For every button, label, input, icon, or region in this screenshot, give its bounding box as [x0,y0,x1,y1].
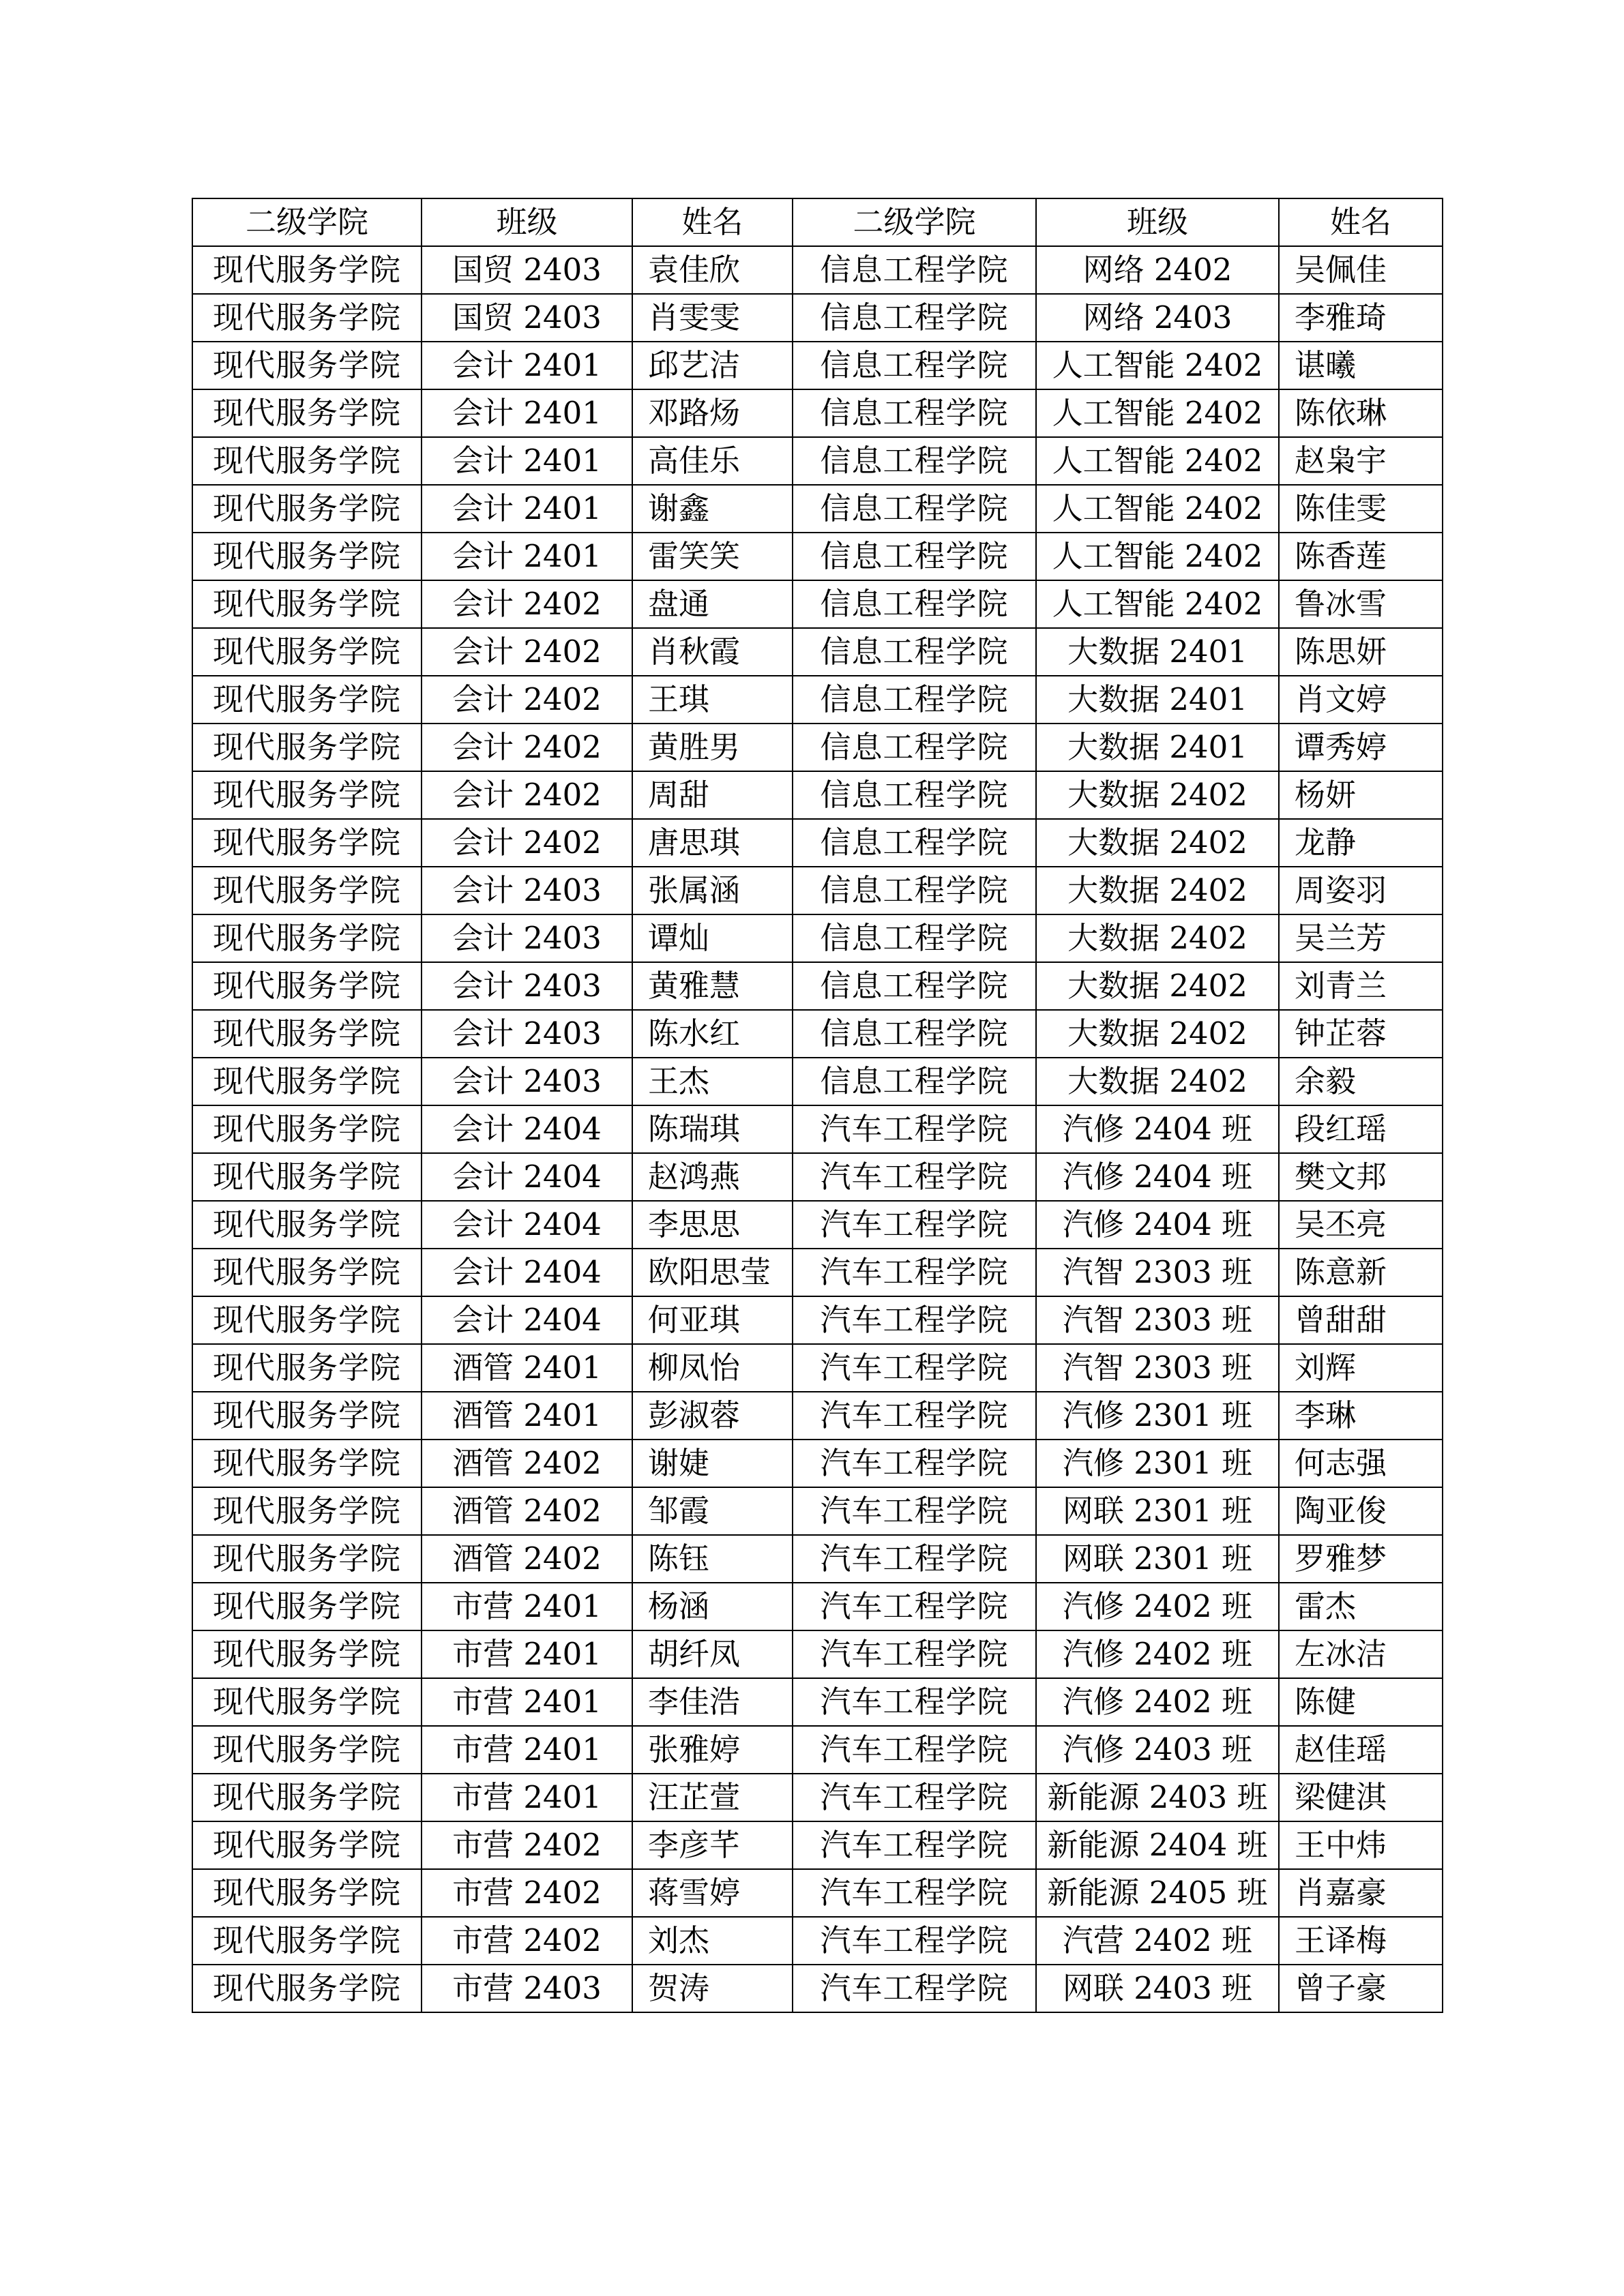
class-cell: 网联 2301 班 [1036,1487,1279,1535]
name-cell: 贺涛 [632,1965,793,2012]
college-cell: 现代服务学院 [192,1917,422,1965]
class-cell: 市营 2401 [422,1583,632,1630]
table-row [192,628,1443,676]
class-cell: 会计 2401 [422,389,632,437]
college-cell: 信息工程学院 [793,580,1036,628]
name-cell: 李雅琦 [1279,294,1443,342]
college-cell: 现代服务学院 [192,1774,422,1821]
college-cell: 现代服务学院 [192,676,422,724]
name-cell: 王杰 [632,1058,793,1105]
college-cell: 现代服务学院 [192,819,422,867]
name-cell: 罗雅梦 [1279,1535,1443,1583]
class-cell: 汽修 2403 班 [1036,1726,1279,1774]
college-cell: 信息工程学院 [793,676,1036,724]
table-row [192,1344,1443,1392]
class-cell: 大数据 2402 [1036,819,1279,867]
college-cell: 信息工程学院 [793,628,1036,676]
class-cell: 汽修 2301 班 [1036,1440,1279,1487]
college-cell: 现代服务学院 [192,437,422,485]
name-cell: 段红瑶 [1279,1105,1443,1153]
college-cell: 汽车工程学院 [793,1774,1036,1821]
college-cell: 信息工程学院 [793,389,1036,437]
college-cell: 汽车工程学院 [793,1487,1036,1535]
class-cell: 酒管 2402 [422,1535,632,1583]
name-cell: 陶亚俊 [1279,1487,1443,1535]
college-cell: 汽车工程学院 [793,1440,1036,1487]
class-cell: 市营 2403 [422,1965,632,2012]
name-cell: 何亚琪 [632,1296,793,1344]
class-cell: 大数据 2402 [1036,1058,1279,1105]
class-cell: 酒管 2402 [422,1440,632,1487]
name-cell: 李佳浩 [632,1678,793,1726]
class-cell: 会计 2403 [422,867,632,914]
table-body [192,246,1443,2012]
class-cell: 会计 2401 [422,485,632,533]
college-cell: 现代服务学院 [192,1821,422,1869]
college-cell: 现代服务学院 [192,1105,422,1153]
college-cell: 汽车工程学院 [793,1535,1036,1583]
college-cell: 现代服务学院 [192,1965,422,2012]
college-cell: 现代服务学院 [192,1296,422,1344]
table-row [192,724,1443,771]
class-cell: 大数据 2401 [1036,628,1279,676]
college-cell: 信息工程学院 [793,962,1036,1010]
class-cell: 会计 2402 [422,771,632,819]
class-cell: 市营 2401 [422,1678,632,1726]
class-cell: 大数据 2402 [1036,867,1279,914]
college-cell: 汽车工程学院 [793,1249,1036,1296]
college-cell: 现代服务学院 [192,1344,422,1392]
name-cell: 陈瑞琪 [632,1105,793,1153]
class-cell: 会计 2404 [422,1249,632,1296]
class-cell: 汽修 2402 班 [1036,1678,1279,1726]
table-row [192,533,1443,580]
class-cell: 大数据 2402 [1036,914,1279,962]
table-row [192,867,1443,914]
class-cell: 人工智能 2402 [1036,437,1279,485]
name-cell: 陈钰 [632,1535,793,1583]
table-row [192,1630,1443,1678]
class-cell: 会计 2403 [422,1058,632,1105]
class-cell: 市营 2401 [422,1726,632,1774]
class-cell: 人工智能 2402 [1036,580,1279,628]
name-cell: 肖秋霞 [632,628,793,676]
college-cell: 现代服务学院 [192,1058,422,1105]
class-cell: 汽修 2404 班 [1036,1201,1279,1249]
college-cell: 信息工程学院 [793,246,1036,294]
name-cell: 雷杰 [1279,1583,1443,1630]
class-cell: 汽智 2303 班 [1036,1249,1279,1296]
table-row [192,676,1443,724]
name-cell: 樊文邦 [1279,1153,1443,1201]
college-cell: 现代服务学院 [192,1440,422,1487]
name-cell: 李思思 [632,1201,793,1249]
name-cell: 肖文婷 [1279,676,1443,724]
table-row [192,1392,1443,1440]
header-college-left: 二级学院 [192,198,422,246]
name-cell: 刘杰 [632,1917,793,1965]
class-cell: 酒管 2401 [422,1392,632,1440]
name-cell: 梁健淇 [1279,1774,1443,1821]
table-row [192,1440,1443,1487]
class-cell: 市营 2402 [422,1821,632,1869]
table-row [192,914,1443,962]
student-roster-table [192,198,1443,2013]
college-cell: 汽车工程学院 [793,1105,1036,1153]
name-cell: 周甜 [632,771,793,819]
college-cell: 信息工程学院 [793,342,1036,389]
class-cell: 网络 2403 [1036,294,1279,342]
header-name-left: 姓名 [632,198,793,246]
name-cell: 邱艺洁 [632,342,793,389]
table-row [192,962,1443,1010]
name-cell: 刘青兰 [1279,962,1443,1010]
college-cell: 现代服务学院 [192,389,422,437]
class-cell: 新能源 2404 班 [1036,1821,1279,1869]
class-cell: 大数据 2402 [1036,1010,1279,1058]
college-cell: 汽车工程学院 [793,1726,1036,1774]
name-cell: 王译梅 [1279,1917,1443,1965]
college-cell: 信息工程学院 [793,819,1036,867]
class-cell: 会计 2402 [422,580,632,628]
table-row [192,1821,1443,1869]
class-cell: 汽修 2402 班 [1036,1583,1279,1630]
college-cell: 信息工程学院 [793,914,1036,962]
college-cell: 现代服务学院 [192,1630,422,1678]
table-row [192,819,1443,867]
name-cell: 曾子豪 [1279,1965,1443,2012]
header-name-right: 姓名 [1279,198,1443,246]
name-cell: 赵枭宇 [1279,437,1443,485]
college-cell: 汽车工程学院 [793,1153,1036,1201]
college-cell: 现代服务学院 [192,1153,422,1201]
college-cell: 现代服务学院 [192,1583,422,1630]
table-row [192,1869,1443,1917]
college-cell: 现代服务学院 [192,485,422,533]
class-cell: 会计 2404 [422,1153,632,1201]
name-cell: 鲁冰雪 [1279,580,1443,628]
name-cell: 谢婕 [632,1440,793,1487]
class-cell: 汽智 2303 班 [1036,1344,1279,1392]
table-row [192,1965,1443,2012]
table-row [192,1153,1443,1201]
college-cell: 信息工程学院 [793,724,1036,771]
name-cell: 陈水红 [632,1010,793,1058]
table-row [192,1201,1443,1249]
name-cell: 肖嘉豪 [1279,1869,1443,1917]
class-cell: 汽智 2303 班 [1036,1296,1279,1344]
class-cell: 会计 2403 [422,914,632,962]
name-cell: 胡纤凤 [632,1630,793,1678]
college-cell: 现代服务学院 [192,771,422,819]
class-cell: 人工智能 2402 [1036,342,1279,389]
college-cell: 现代服务学院 [192,1869,422,1917]
name-cell: 曾甜甜 [1279,1296,1443,1344]
class-cell: 市营 2401 [422,1774,632,1821]
class-cell: 汽修 2301 班 [1036,1392,1279,1440]
name-cell: 黄胜男 [632,724,793,771]
college-cell: 现代服务学院 [192,1010,422,1058]
class-cell: 会计 2404 [422,1201,632,1249]
college-cell: 汽车工程学院 [793,1630,1036,1678]
table-row [192,342,1443,389]
name-cell: 欧阳思莹 [632,1249,793,1296]
class-cell: 会计 2402 [422,819,632,867]
table-row [192,580,1443,628]
college-cell: 信息工程学院 [793,437,1036,485]
table-row [192,1105,1443,1153]
college-cell: 现代服务学院 [192,1487,422,1535]
table-row [192,294,1443,342]
class-cell: 市营 2402 [422,1869,632,1917]
name-cell: 余毅 [1279,1058,1443,1105]
college-cell: 现代服务学院 [192,867,422,914]
name-cell: 左冰洁 [1279,1630,1443,1678]
name-cell: 刘辉 [1279,1344,1443,1392]
college-cell: 信息工程学院 [793,533,1036,580]
class-cell: 汽修 2404 班 [1036,1105,1279,1153]
name-cell: 李彦芊 [632,1821,793,1869]
name-cell: 谭灿 [632,914,793,962]
college-cell: 信息工程学院 [793,867,1036,914]
name-cell: 钟芷蓉 [1279,1010,1443,1058]
college-cell: 信息工程学院 [793,771,1036,819]
college-cell: 汽车工程学院 [793,1965,1036,2012]
class-cell: 人工智能 2402 [1036,485,1279,533]
class-cell: 国贸 2403 [422,246,632,294]
class-cell: 会计 2402 [422,628,632,676]
table-row [192,485,1443,533]
name-cell: 盘通 [632,580,793,628]
name-cell: 赵鸿燕 [632,1153,793,1201]
class-cell: 市营 2402 [422,1917,632,1965]
class-cell: 网联 2301 班 [1036,1535,1279,1583]
class-cell: 网络 2402 [1036,246,1279,294]
class-cell: 汽修 2404 班 [1036,1153,1279,1201]
name-cell: 谭秀婷 [1279,724,1443,771]
name-cell: 唐思琪 [632,819,793,867]
class-cell: 人工智能 2402 [1036,389,1279,437]
college-cell: 现代服务学院 [192,1678,422,1726]
college-cell: 现代服务学院 [192,246,422,294]
college-cell: 汽车工程学院 [793,1201,1036,1249]
table-row [192,389,1443,437]
table-row [192,1583,1443,1630]
table-row [192,1774,1443,1821]
college-cell: 现代服务学院 [192,724,422,771]
class-cell: 会计 2401 [422,437,632,485]
college-cell: 信息工程学院 [793,1010,1036,1058]
name-cell: 陈佳雯 [1279,485,1443,533]
name-cell: 陈依琳 [1279,389,1443,437]
class-cell: 酒管 2401 [422,1344,632,1392]
name-cell: 王琪 [632,676,793,724]
name-cell: 高佳乐 [632,437,793,485]
college-cell: 信息工程学院 [793,1058,1036,1105]
name-cell: 肖雯雯 [632,294,793,342]
class-cell: 酒管 2402 [422,1487,632,1535]
table-row [192,1535,1443,1583]
name-cell: 陈香莲 [1279,533,1443,580]
class-cell: 大数据 2401 [1036,724,1279,771]
name-cell: 谢鑫 [632,485,793,533]
class-cell: 会计 2401 [422,342,632,389]
class-cell: 会计 2402 [422,676,632,724]
class-cell: 新能源 2405 班 [1036,1869,1279,1917]
college-cell: 汽车工程学院 [793,1678,1036,1726]
name-cell: 邓路炀 [632,389,793,437]
name-cell: 吴兰芳 [1279,914,1443,962]
class-cell: 会计 2404 [422,1105,632,1153]
table-row [192,771,1443,819]
college-cell: 汽车工程学院 [793,1392,1036,1440]
table-row [192,246,1443,294]
name-cell: 彭淑蓉 [632,1392,793,1440]
name-cell: 王中炜 [1279,1821,1443,1869]
header-college-right: 二级学院 [793,198,1036,246]
college-cell: 现代服务学院 [192,533,422,580]
class-cell: 会计 2404 [422,1296,632,1344]
college-cell: 信息工程学院 [793,485,1036,533]
college-cell: 汽车工程学院 [793,1296,1036,1344]
name-cell: 蒋雪婷 [632,1869,793,1917]
college-cell: 现代服务学院 [192,580,422,628]
class-cell: 会计 2403 [422,962,632,1010]
name-cell: 周姿羽 [1279,867,1443,914]
class-cell: 大数据 2401 [1036,676,1279,724]
name-cell: 陈思妍 [1279,628,1443,676]
name-cell: 杨涵 [632,1583,793,1630]
table-row [192,1917,1443,1965]
class-cell: 大数据 2402 [1036,771,1279,819]
name-cell: 龙静 [1279,819,1443,867]
name-cell: 黄雅慧 [632,962,793,1010]
college-cell: 现代服务学院 [192,628,422,676]
college-cell: 现代服务学院 [192,1201,422,1249]
table-row [192,1296,1443,1344]
name-cell: 袁佳欣 [632,246,793,294]
college-cell: 信息工程学院 [793,294,1036,342]
table-header-row [192,198,1443,246]
class-cell: 市营 2401 [422,1630,632,1678]
table-row [192,1678,1443,1726]
college-cell: 汽车工程学院 [793,1583,1036,1630]
class-cell: 网联 2403 班 [1036,1965,1279,2012]
class-cell: 会计 2401 [422,533,632,580]
college-cell: 汽车工程学院 [793,1344,1036,1392]
college-cell: 现代服务学院 [192,1392,422,1440]
name-cell: 谌曦 [1279,342,1443,389]
college-cell: 汽车工程学院 [793,1869,1036,1917]
college-cell: 汽车工程学院 [793,1917,1036,1965]
college-cell: 现代服务学院 [192,1249,422,1296]
header-class-right: 班级 [1036,198,1279,246]
college-cell: 现代服务学院 [192,914,422,962]
name-cell: 汪芷萱 [632,1774,793,1821]
name-cell: 邹霞 [632,1487,793,1535]
name-cell: 张雅婷 [632,1726,793,1774]
table-row [192,1487,1443,1535]
college-cell: 现代服务学院 [192,962,422,1010]
name-cell: 柳凤怡 [632,1344,793,1392]
college-cell: 现代服务学院 [192,294,422,342]
class-cell: 新能源 2403 班 [1036,1774,1279,1821]
name-cell: 杨妍 [1279,771,1443,819]
table-row [192,1249,1443,1296]
name-cell: 赵佳瑶 [1279,1726,1443,1774]
name-cell: 陈健 [1279,1678,1443,1726]
name-cell: 吴丕亮 [1279,1201,1443,1249]
class-cell: 大数据 2402 [1036,962,1279,1010]
name-cell: 吴佩佳 [1279,246,1443,294]
name-cell: 何志强 [1279,1440,1443,1487]
header-class-left: 班级 [422,198,632,246]
table-row [192,437,1443,485]
name-cell: 雷笑笑 [632,533,793,580]
name-cell: 张属涵 [632,867,793,914]
college-cell: 现代服务学院 [192,1535,422,1583]
class-cell: 汽修 2402 班 [1036,1630,1279,1678]
college-cell: 现代服务学院 [192,342,422,389]
class-cell: 人工智能 2402 [1036,533,1279,580]
class-cell: 会计 2402 [422,724,632,771]
college-cell: 汽车工程学院 [793,1821,1036,1869]
table-row [192,1010,1443,1058]
table-row [192,1058,1443,1105]
table-row [192,1726,1443,1774]
name-cell: 陈意新 [1279,1249,1443,1296]
document-page [192,198,1442,2013]
class-cell: 汽营 2402 班 [1036,1917,1279,1965]
class-cell: 会计 2403 [422,1010,632,1058]
name-cell: 李琳 [1279,1392,1443,1440]
class-cell: 国贸 2403 [422,294,632,342]
college-cell: 现代服务学院 [192,1726,422,1774]
